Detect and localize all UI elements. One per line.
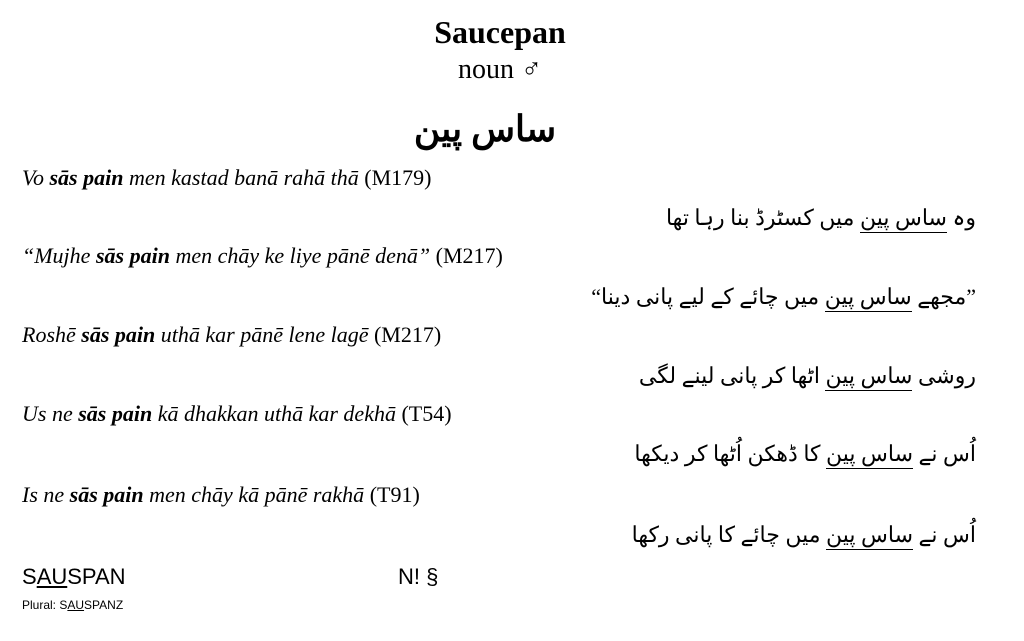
example-urdu-1 — [666, 205, 976, 231]
urdu-term: ساس پین — [825, 363, 912, 391]
example-english-5 — [22, 482, 420, 508]
entry-marker: N! § — [398, 564, 439, 589]
pronunciation-stress: AU — [36, 564, 68, 589]
urdu-term: ساس پین — [826, 522, 913, 550]
plural-stress: AU — [67, 598, 85, 612]
example-text-post: men kastad banā rahā thā — [123, 165, 359, 190]
urdu-text-pre: اُس نے — [913, 522, 976, 547]
example-urdu-3 — [639, 363, 976, 389]
example-english-3 — [22, 322, 441, 348]
plural-part: S — [59, 598, 68, 612]
example-text-pre: Is ne — [22, 482, 70, 507]
example-urdu-4 — [634, 441, 976, 467]
example-reference: (M217) — [430, 243, 503, 268]
urdu-headword: ساس پین — [413, 109, 557, 149]
plural-part: SPANZ — [84, 598, 124, 612]
urdu-text-pre: ”مجھے — [911, 284, 976, 309]
part-of-speech: noun ♂ — [458, 54, 542, 85]
urdu-term: ساس پین — [825, 284, 912, 312]
example-reference: (M217) — [368, 322, 442, 347]
urdu-text-post: میں چائے کا پانی رکھا — [631, 522, 826, 547]
example-text-pre: Roshē — [22, 322, 82, 347]
urdu-text-post: میں چائے کے لیے پانی دینا“ — [591, 284, 825, 309]
example-text-post: kā dhakkan uthā kar dekhā — [152, 401, 396, 426]
example-reference: (T54) — [395, 401, 452, 426]
urdu-text-pre: روشی — [912, 363, 976, 388]
example-text-pre: Vo — [22, 165, 50, 190]
example-term: sās pain — [69, 482, 144, 507]
pronunciation — [22, 564, 126, 590]
example-english-2 — [22, 243, 503, 269]
example-text-pre: Us ne — [22, 401, 79, 426]
example-english-4 — [22, 401, 452, 427]
urdu-text-pre: وہ — [946, 205, 976, 230]
urdu-text-post: کا ڈھکن اُٹھا کر دیکھا — [634, 441, 826, 466]
urdu-text-post: اٹھا کر پانی لینے لگی — [638, 363, 826, 388]
pronunciation-part: SPAN — [67, 564, 126, 589]
example-text-post: men chāy kā pānē rakhā — [143, 482, 365, 507]
urdu-text-post: میں کسٹرڈ بنا رہا تھا — [665, 205, 860, 230]
plural-form — [22, 598, 123, 612]
example-text-post: men chāy ke liye pānē denā” — [169, 243, 431, 268]
pronunciation-part: S — [22, 564, 37, 589]
example-urdu-5 — [632, 522, 976, 548]
urdu-text-pre: اُس نے — [913, 441, 976, 466]
example-text-post: uthā kar pānē lene lagē — [155, 322, 369, 347]
example-urdu-2 — [591, 284, 976, 310]
example-term: sās pain — [95, 243, 170, 268]
example-term: sās pain — [78, 401, 153, 426]
example-reference: (T91) — [364, 482, 420, 507]
example-text-pre: “Mujhe — [22, 243, 96, 268]
plural-label: Plural: — [22, 598, 60, 612]
urdu-term: ساس پین — [860, 205, 947, 233]
example-english-1 — [22, 165, 431, 191]
urdu-term: ساس پین — [826, 441, 913, 469]
example-term: sās pain — [81, 322, 156, 347]
example-term: sās pain — [49, 165, 124, 190]
example-reference: (M179) — [358, 165, 432, 190]
entry-headword: Saucepan — [434, 14, 566, 50]
